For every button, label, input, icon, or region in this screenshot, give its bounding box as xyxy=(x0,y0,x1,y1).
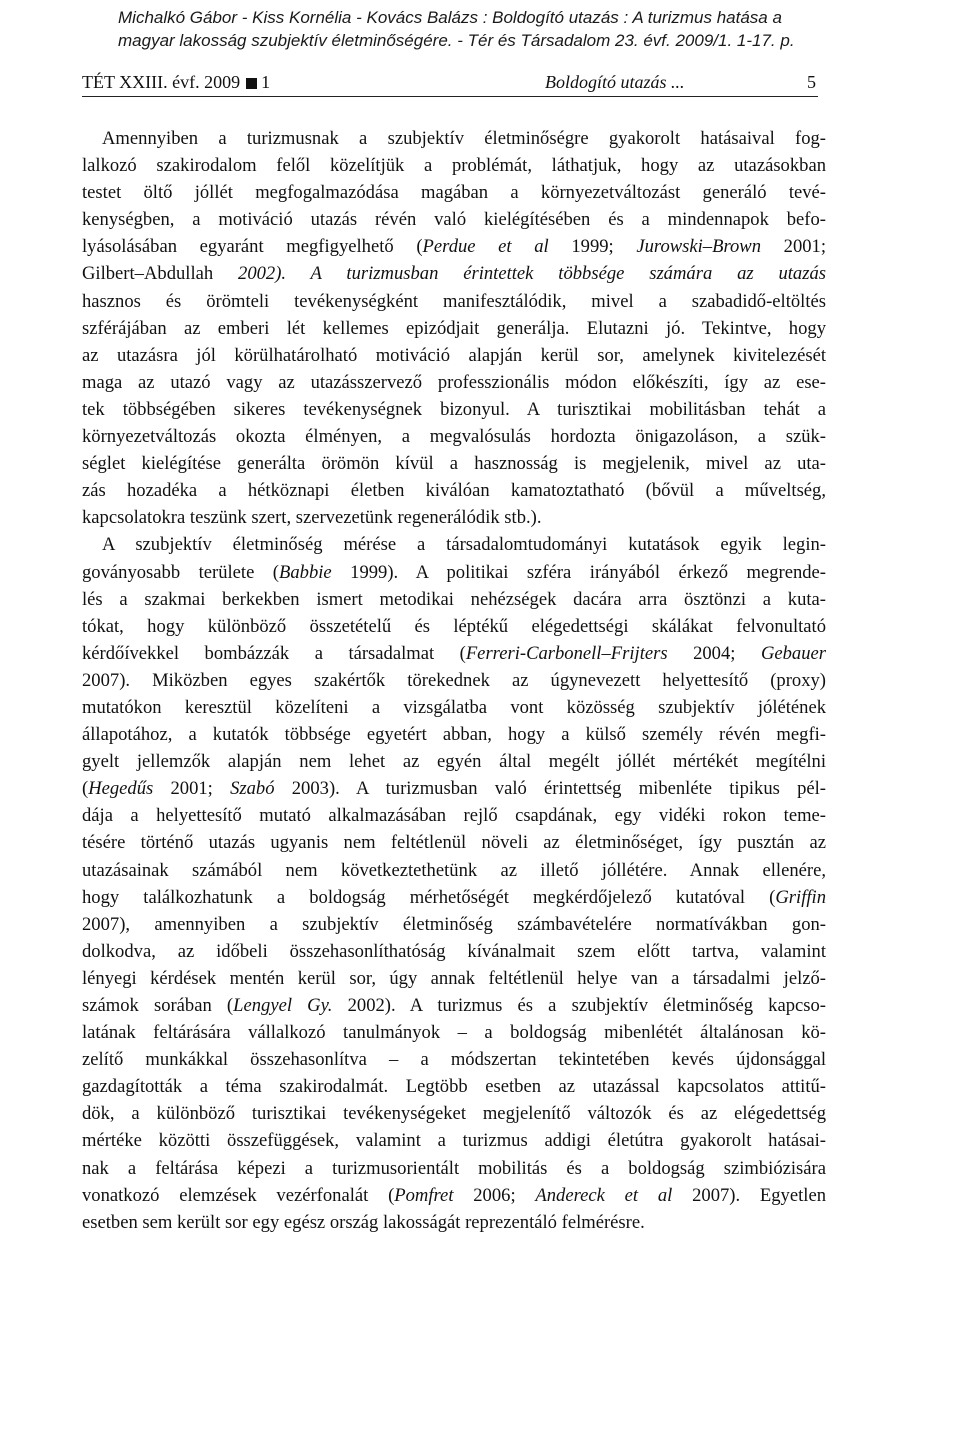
text-line xyxy=(82,396,826,423)
text-line xyxy=(82,1127,826,1154)
text-line xyxy=(82,667,826,694)
text-segment: nak a feltárása képezi a turizmusorientált mobilitás és a boldogság szimbiózisára xyxy=(82,1157,826,1179)
text-line xyxy=(82,423,826,450)
text-segment: lényegi kérdések mentén kerül sor, úgy annak feltétlenül helye van a társadalmi jelző- xyxy=(82,967,826,989)
text-line xyxy=(82,775,826,802)
text-segment: dolkodva, az időbeli összehasonlíthatóság kívánalmait szem előtt tartva, valamint xyxy=(82,940,826,962)
text-line xyxy=(82,450,826,477)
text-line xyxy=(82,694,826,721)
text-segment: ( xyxy=(82,778,89,800)
text-line xyxy=(82,260,826,287)
journal-name: TÉT XXIII. évf. 2009 xyxy=(82,72,241,92)
text-line xyxy=(82,640,826,667)
text-line xyxy=(82,1100,826,1127)
text-line xyxy=(82,992,826,1019)
text-line xyxy=(82,586,826,613)
text-segment: 2001; xyxy=(153,778,231,800)
text-segment: utazásainak számából nem következtethetünk az illető jóllétére. Annak ellenére, xyxy=(82,859,826,881)
text-segment: lalkozó szakirodalom felől közelítjük a problémát, láthatjuk, hogy az utazásokban xyxy=(82,155,826,177)
text-segment: gyelt jellemzők alapján nem lehet az egyén által megélt jóllét mértékét megítélni xyxy=(82,751,826,773)
text-segment: zelítő munkákkal összehasonlítva – a módszertan tekintetében kevés újdonsággal xyxy=(82,1049,826,1071)
text-segment: dája a helyettesítő mutató alkalmazásában rejlő csapdának, egy vidéki rokon teme- xyxy=(82,805,826,827)
text-segment: esetben sem került sor egy egész ország lakosságát reprezentáló felmérésre. xyxy=(82,1211,645,1233)
text-segment: mértéke közötti összefüggések, valamint a turizmus addigi életútra gyakorolt hatásai- xyxy=(82,1130,826,1152)
text-line xyxy=(82,965,826,992)
text-segment: testet öltő jóllét megfogalmazódása magában a környezetváltozást generáló tevé- xyxy=(82,182,826,204)
text-segment: zás hozadéka a hétköznapi életben kiválóan kamatoztatható (bővül a műveltség, xyxy=(82,480,826,502)
text-segment: környezetváltozás okozta élményen, a megvalósulás hordozta önigazoláson, a szük- xyxy=(82,426,826,448)
text-segment: latának feltárására vállalkozó tanulmányok – a boldogság mibenlétét általánosan kö- xyxy=(82,1022,826,1044)
text-line xyxy=(82,504,826,531)
text-segment: kenységben, a motiváció utazás révén való kielégítésében és a mindennapok befo- xyxy=(82,209,826,231)
citation-author: Andereck et al xyxy=(535,1184,673,1206)
text-segment: kérdőívekkel bombázzák a társadalmat ( xyxy=(82,642,466,664)
text-segment: tésére történő utazás ugyanis nem feltétlenül növeli az életminőséget, így pusztán az xyxy=(82,832,826,854)
text-segment: 2001; xyxy=(761,236,826,258)
text-line xyxy=(82,1209,826,1236)
text-segment: Amennyiben a turizmusnak a szubjektív életminőségre gyakorolt hatásaival fog- xyxy=(102,128,826,149)
citation-author: 2002). A turizmusban érintettek többsége számára az utazás xyxy=(213,263,826,285)
text-line xyxy=(82,206,826,233)
text-line xyxy=(82,233,826,260)
citation-line-1: Michalkó Gábor - Kiss Kornélia - Kovács Balázs : Boldogító utazás : A turizmus hatása a xyxy=(118,8,782,27)
text-segment: 2006; xyxy=(453,1184,536,1206)
text-segment: goványosabb területe ( xyxy=(82,561,279,583)
text-line xyxy=(82,1046,826,1073)
text-line xyxy=(82,1019,826,1046)
text-line xyxy=(82,884,826,911)
text-segment: 2004; xyxy=(667,642,761,664)
citation-line-2: magyar lakosság szubjektív életminőségére. - Tér és Társadalom 23. évf. 2009/1. 1-17. p. xyxy=(118,31,795,50)
text-segment: gazdagították a téma szakirodalmát. Legtöbb esetben az utazással kapcsolatos attitű- xyxy=(82,1076,826,1098)
text-line xyxy=(82,802,826,829)
text-line xyxy=(82,829,826,856)
page-number: 5 xyxy=(807,72,816,92)
text-line xyxy=(82,721,826,748)
text-segment: mutatókon keresztül közelíteni a vizsgálatba vont közösség szubjektív jólétének xyxy=(82,696,826,718)
text-segment: maga az utazó vagy az utazásszervező professzionális módon előkészíti, így az ese- xyxy=(82,371,826,393)
text-segment: 1999). A politikai szféra irányából érkező megrende- xyxy=(331,561,826,583)
text-segment: lés a szakmai berkekben ismert metodikai nehézségek dacára arra ösztönzi a kuta- xyxy=(82,588,826,610)
square-bullet-icon xyxy=(246,78,257,89)
citation-author: Hegedűs xyxy=(88,778,154,800)
text-segment: szférájában az emberi lét kellemes epizódjait generálja. Elutazni jó. Tekintve, hogy xyxy=(82,317,826,339)
citation-author: Pomfret xyxy=(394,1184,454,1206)
citation-author: Gebauer xyxy=(760,642,826,664)
text-line xyxy=(82,531,826,558)
text-segment: dök, a különböző turisztikai tevékenységeket megjelenítő változók és az elégedettség xyxy=(82,1103,826,1125)
issue-number: 1 xyxy=(261,72,271,92)
text-segment: 2007). Miközben egyes szakértők törekednek az úgynevezett helyettesítő (proxy) xyxy=(82,669,826,691)
text-line xyxy=(82,559,826,586)
text-segment: állapotához, a kutatók többsége egyetért abban, hogy a külső személy révén megfi- xyxy=(82,724,826,746)
text-segment: hogy találkozhatunk a boldogság mérhetőségét megkérdőjelező kutatóval ( xyxy=(82,886,776,908)
citation-author: Lengyel Gy. xyxy=(233,995,333,1016)
text-line xyxy=(82,125,826,152)
text-segment: számok sorában ( xyxy=(82,995,234,1016)
text-segment: hasznos és örömteli tevékenységként manifesztálódik, mivel a szabadidő-eltöltés xyxy=(82,290,826,312)
citation-author: Babbie xyxy=(279,561,332,583)
text-segment: tókat, hogy különböző összetételű és léptékű elégedettségi skálákat felvonultató xyxy=(82,615,826,637)
text-segment: 2002). A turizmus és a szubjektív életminőség kapcso- xyxy=(332,995,826,1016)
text-line xyxy=(82,288,826,315)
text-line xyxy=(82,1182,826,1209)
text-segment: lyásolásában egyaránt megfigyelhető ( xyxy=(82,236,423,258)
journal-info xyxy=(82,70,270,94)
text-line xyxy=(82,613,826,640)
text-line xyxy=(82,152,826,179)
text-line xyxy=(82,938,826,965)
running-head xyxy=(82,70,818,97)
text-line xyxy=(82,179,826,206)
text-line xyxy=(82,748,826,775)
text-line xyxy=(82,1155,826,1182)
citation-header xyxy=(118,6,858,52)
text-line xyxy=(82,857,826,884)
text-line xyxy=(82,342,826,369)
text-segment: A szubjektív életminőség mérése a társadalomtudományi kutatások egyik legin- xyxy=(102,534,826,556)
text-segment: kapcsolatokra teszünk szert, szervezetünk regenerálódik stb.). xyxy=(82,507,542,529)
text-segment: séglet kielégítése generálta örömön kívül a hasznosság is megjelenik, mivel az uta- xyxy=(82,453,826,475)
citation-author: Szabó xyxy=(230,778,275,800)
text-segment: Gilbert–Abdullah xyxy=(82,263,214,285)
text-segment: az utazásra jól körülhatárolható motiváció alapján kerül sor, amelynek kivitelezését xyxy=(82,344,826,366)
citation-author: Griffin xyxy=(775,886,826,908)
text-line xyxy=(82,369,826,396)
text-segment: tek többségében sikeres tevékenységnek bizonyul. A turisztikai mobilitásban tehát a xyxy=(82,398,826,420)
text-segment: 2003). A turizmusban való érintettség mibenléte tipikus pél- xyxy=(274,778,827,800)
article-short-title: Boldogító utazás ... xyxy=(545,72,685,92)
text-segment: 2007). Egyetlen xyxy=(672,1184,826,1206)
body-text xyxy=(82,125,826,1236)
text-segment: 1999; xyxy=(548,236,637,258)
text-line xyxy=(82,477,826,504)
citation-author: Ferreri-Carbonell–Frijters xyxy=(465,642,668,664)
citation-author: Jurowski–Brown xyxy=(636,236,761,258)
text-line xyxy=(82,315,826,342)
text-line xyxy=(82,911,826,938)
text-segment: 2007), amennyiben a szubjektív életminőség számbavételére normatívákban gon- xyxy=(82,913,826,935)
text-line xyxy=(82,1073,826,1100)
text-segment: vonatkozó elemzések vezérfonalát ( xyxy=(82,1184,395,1206)
citation-author: Perdue et al xyxy=(422,236,549,258)
